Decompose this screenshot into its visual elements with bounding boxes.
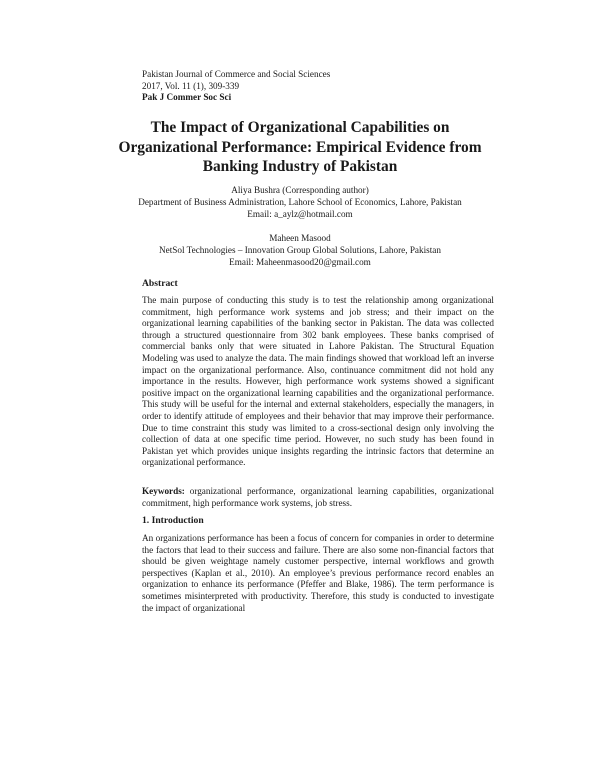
- author-block-1: [100, 185, 500, 220]
- journal-abbrev: Pak J Commer Soc Sci: [142, 92, 232, 103]
- journal-issue: 2017, Vol. 11 (1), 309-339: [142, 80, 240, 91]
- author-block-2: [100, 233, 500, 268]
- paper-title: The Impact of Organizational Capabilities on Organizational Performance: Empirical Evidence from Banking Industry of Pakistan: [118, 119, 482, 176]
- author-name: Aliya Bushra (Corresponding author): [231, 185, 369, 195]
- author-affiliation: NetSol Technologies – Innovation Group Global Solutions, Lahore, Pakistan: [159, 244, 441, 255]
- introduction-text: An organizations performance has been a focus of concern for companies in order to determine the factors that lead to their success and failure. There are also some non-financial factors that should be given weightage namely customer perspective, internal workflows and growth perspectives (Kaplan et al., 2010). An employee’s previous performance record enables an organization to enhance its performance (Pfeffer and Blake, 1986). The term performance is sometimes misinterpreted with productivity. Therefore, this study is conducted to investigate the impact of organizational: [142, 533, 494, 613]
- journal-header: [142, 69, 330, 104]
- keywords-label: Keywords:: [142, 486, 185, 496]
- introduction-heading: 1. Introduction: [142, 515, 204, 526]
- author-name: Maheen Masood: [269, 233, 331, 243]
- abstract-heading: Abstract: [142, 278, 178, 289]
- keywords: [142, 486, 494, 509]
- author-email[interactable]: Email: a_aylz@hotmail.com: [247, 208, 353, 219]
- abstract-text: The main purpose of conducting this study is to test the relationship among organizational commitment, high performance work systems and job stress; and their impact on the organizational learning capabilities of the banking sector in Pakistan. The data was collected through a structured questionnaire from 302 bank employees. These banks comprised of commercial banks only that were situated in Lahore Pakistan. The Structural Equation Modeling was used to analyze the data. The main findings showed that workload left an inverse impact on the organizational performance. Also, continuance commitment did not hold any importance in the results. However, high performance work systems showed a significant positive impact on the organizational learning capabilities and the organizational performance. This study will be useful for the internal and external stakeholders, especially the managers, in order to identify attitude of employees and their behavior that may improve their performance. Due to time constraint this study was limited to a cross-sectional design only involving the collection of data at one specific time period. However, no such study has been found in Pakistan yet which provides unique insights regarding the intrinsic factors that determine an organizational performance.: [142, 295, 494, 468]
- author-affiliation: Department of Business Administration, Lahore School of Economics, Lahore, Pakistan: [138, 196, 462, 207]
- author-email[interactable]: Email: Maheenmasood20@gmail.com: [229, 256, 371, 267]
- keywords-text: organizational performance, organizational learning capabilities, organizational commitment, high performance work systems, job stress.: [142, 486, 494, 508]
- journal-name: Pakistan Journal of Commerce and Social Sciences: [142, 69, 331, 79]
